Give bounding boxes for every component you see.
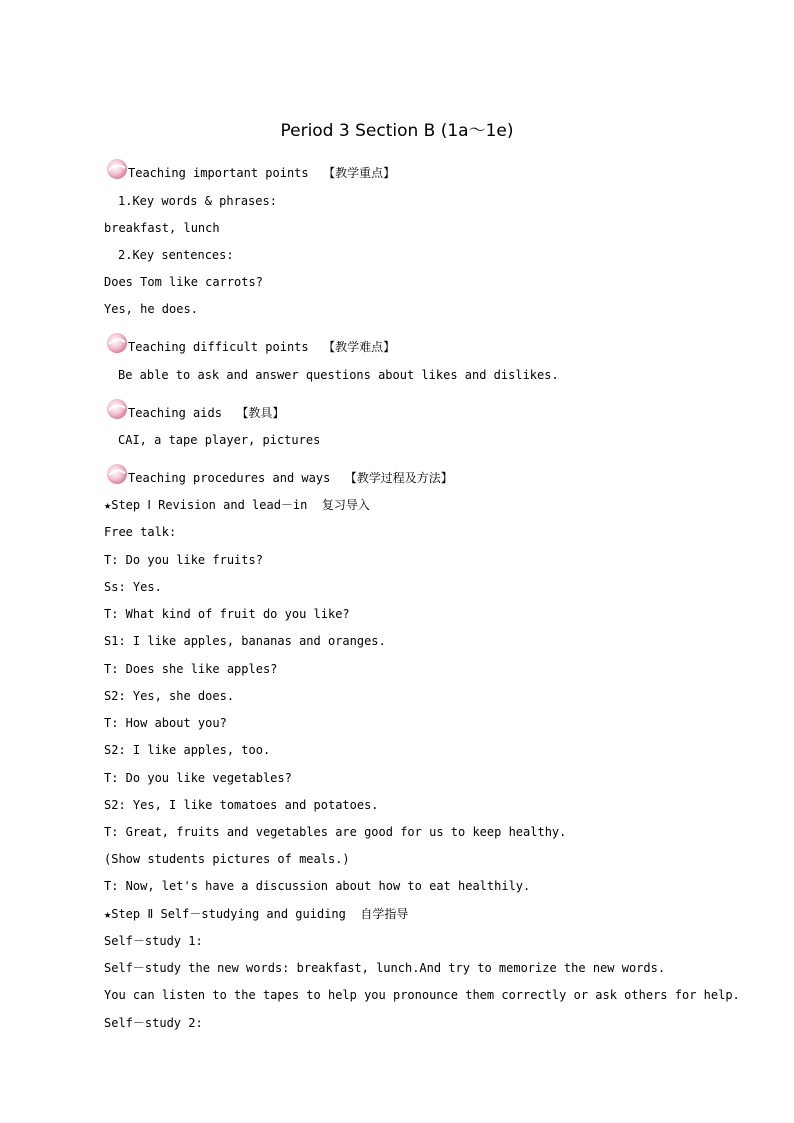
text-line: You can listen to the tapes to help you pronounce them correctly or ask others for help. xyxy=(104,988,740,1002)
text-line: S1: I like apples, bananas and oranges. xyxy=(104,634,386,648)
section-heading-text: Teaching procedures and ways 【教学过程及方法】 xyxy=(128,471,453,485)
text-line: S2: Yes, I like tomatoes and potatoes. xyxy=(104,798,379,812)
section-heading-text: Teaching aids 【教具】 xyxy=(128,406,285,420)
section-heading-text: Teaching important points 【教学重点】 xyxy=(128,166,396,180)
page-title: Period 3 Section B (1a～1e) xyxy=(280,121,514,141)
text-line: Free talk: xyxy=(104,525,177,539)
flower-bullet-icon xyxy=(104,330,130,356)
step-heading: ★Step Ⅰ Revision and lead－in 复习导入 xyxy=(104,498,370,512)
text-line: S2: I like apples, too. xyxy=(104,743,271,757)
text-line: Ss: Yes. xyxy=(104,580,162,594)
text-line: S2: Yes, she does. xyxy=(104,689,235,703)
text-line: Self－study 1: xyxy=(104,934,203,948)
text-line: T: Does she like apples? xyxy=(104,662,278,676)
text-line: Be able to ask and answer questions about likes and dislikes. xyxy=(118,368,559,382)
section-heading-text: Teaching difficult points 【教学难点】 xyxy=(128,340,396,354)
flower-bullet-icon xyxy=(104,396,130,422)
flower-bullet-icon xyxy=(104,156,130,182)
text-line: 2.Key sentences: xyxy=(118,248,234,262)
text-line: T: Do you like vegetables? xyxy=(104,771,292,785)
text-line: 1.Key words & phrases: xyxy=(118,194,277,208)
text-line: breakfast, lunch xyxy=(104,221,220,235)
text-line: T: Do you like fruits? xyxy=(104,553,263,567)
step-heading: ★Step Ⅱ Self－studying and guiding 自学指导 xyxy=(104,907,409,921)
text-line: Self－study the new words: breakfast, lunch.And try to memorize the new words. xyxy=(104,961,666,975)
text-line: Self－study 2: xyxy=(104,1016,203,1030)
text-line: T: Great, fruits and vegetables are good for us to keep healthy. xyxy=(104,825,567,839)
text-line: Yes, he does. xyxy=(104,302,198,316)
text-line: CAI, a tape player, pictures xyxy=(118,433,321,447)
text-line: T: What kind of fruit do you like? xyxy=(104,607,350,621)
text-line: T: Now, let's have a discussion about how to eat healthily. xyxy=(104,879,531,893)
text-line: Does Tom like carrots? xyxy=(104,275,263,289)
text-line: (Show students pictures of meals.) xyxy=(104,852,350,866)
flower-bullet-icon xyxy=(104,461,130,487)
text-line: T: How about you? xyxy=(104,716,227,730)
